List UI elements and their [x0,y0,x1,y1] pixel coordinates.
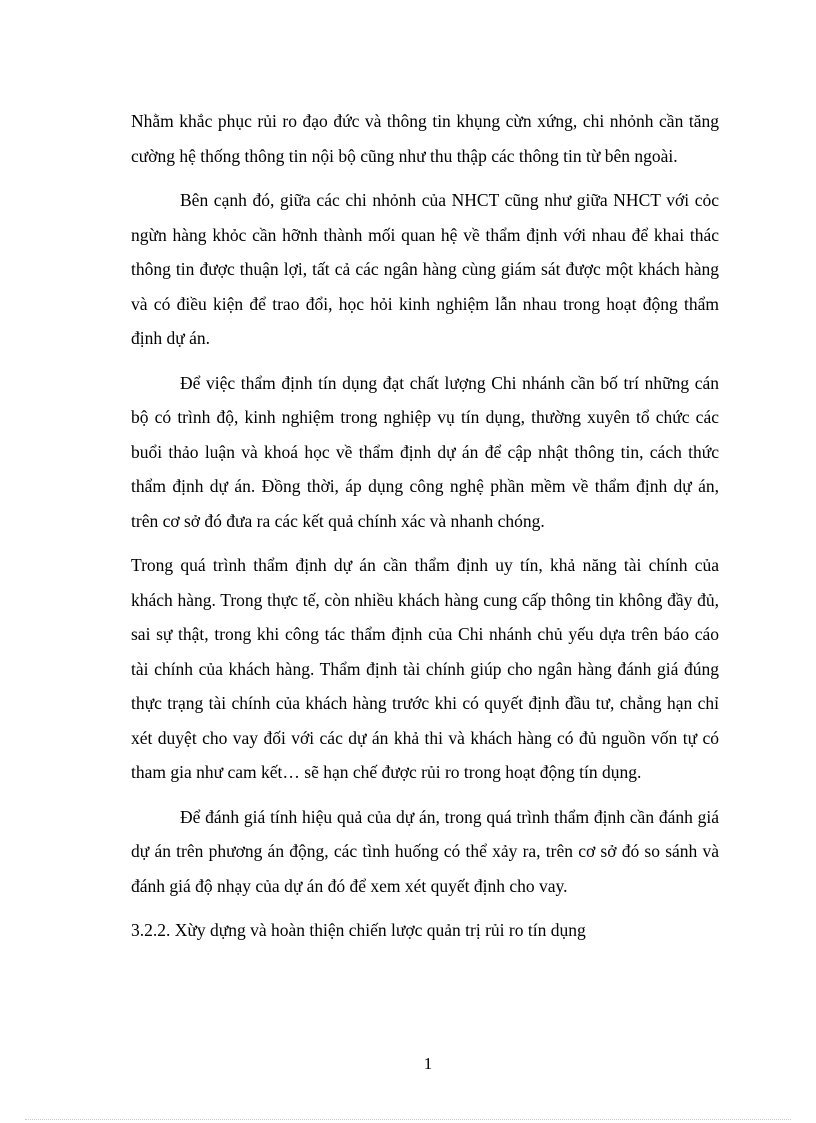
page-number: 1 [423,1054,433,1073]
document-body [131,104,719,948]
paragraph-3: Để việc thẩm định tín dụng đạt chất lượng Chi nhánh cần bố trí những cán bộ có trình độ, kinh nghiệm trong nghiệp vụ tín dụng, thường xuyên tổ chức các buổi thảo luận và khoá học về thẩm định dự án để cập nhật thông tin, cách thức thẩm định dự án. Đồng thời, áp dụng công nghệ phần mềm về thẩm định dự án, trên cơ sở đó đưa ra các kết quả chính xác và nhanh chóng. [131,372,719,531]
paragraph-2: Bên cạnh đó, giữa các chi nhỏnh của NHCT cũng như giữa NHCT với cỏc ngừn hàng khỏc cần hỡnh thành mối quan hệ về thẩm định với nhau để khai thác thông tin được thuận lợi, tất cả các ngân hàng cùng giám sát được một khách hàng và có điều kiện để trao đổi, học hỏi kinh nghiệm lẫn nhau trong hoạt động thẩm định dự án. [131,190,719,348]
paragraph-1: Nhằm khắc phục rủi ro đạo đức và thông tin khụng cừn xứng, chi nhỏnh cần tăng cường hệ thống thông tin nội bộ cũng như thu thập các thông tin từ bên ngoài. [131,111,719,166]
paragraph-5: Để đánh giá tính hiệu quả của dự án, trong quá trình thẩm định cần đánh giá dự án trên phương án động, các tình huống có thể xảy ra, trên cơ sở đó so sánh và đánh giá độ nhạy của dự án đó để xem xét quyết định cho vay. [131,806,719,896]
section-heading: 3.2.2. Xừy dựng và hoàn thiện chiến lược quản trị rủi ro tín dụng [131,920,586,940]
paragraph-4: Trong quá trình thẩm định dự án cần thẩm định uy tín, khả năng tài chính của khách hàng. Trong thực tế, còn nhiều khách hàng cung cấp thông tin không đầy đủ, sai sự thật, trong khi công tác thẩm định của Chi nhánh chủ yếu dựa trên báo cáo tài chính của khách hàng. Thẩm định tài chính giúp cho ngân hàng đánh giá đúng thực trạng tài chính của khách hàng trước khi có quyết định đầu tư, chẳng hạn chỉ xét duyệt cho vay đối với các dự án khả thi và khách hàng có đủ nguồn vốn tự có tham gia như cam kết… sẽ hạn chế được rủi ro trong hoạt động tín dụng. [131,555,719,782]
footer-divider [25,1119,791,1120]
